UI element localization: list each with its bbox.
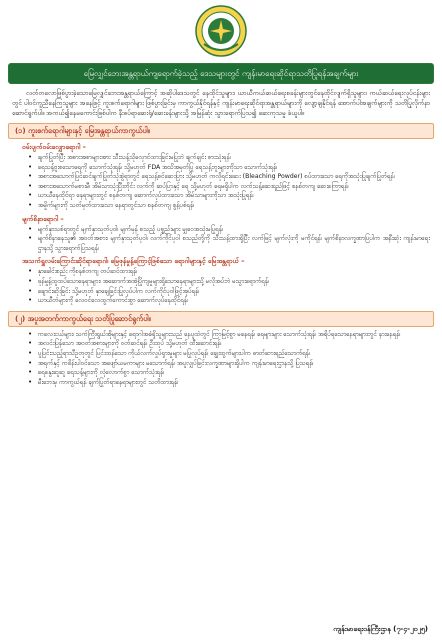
section-1-heading: (၁) ကူးစက်ရောဂါများနှင့် မြေအန္တရာယ်ကာကွယ်ပါ။	[8, 123, 434, 139]
list-item: • မီးဘေးမှ ကာကွယ်ရန် ချက်ပြုတ်ရာနေရာများတွင် သတိထားရန်၊	[8, 378, 430, 388]
intro-paragraph: လတ်တလောဖြစ်ပွားခဲ့သောမြေလျှင်ဘေးအန္တရာယ်ကြောင့် အဆိုပါဒေသတွင် နေထိုင်သူများ၊ ယာယီကယ်ဆယ်ရေးစခန်းများတွင်နေထိုင်လျက်ရှိသူများ၊ ကယ်ဆယ်ရေးလုပ်ငန်းများတွင် ပါဝင်ကူညီနေကြသူများ အနေဖြင့် ကူးစက်ရောဂါများ ဖြစ်ပွားခြင်းမှ ကာကွယ်နိုင်ရန်နှင့် ကျန်းမာရေးဆိုင်ရာအန္တရာယ်များကို လျော့ချနိုင်ရန် အောက်ပါအချက်များကို သတိပြုလိုက်နာဆောင်ရွက်ပါ။ အကယ်၍နေမကောင်းဖြစ်ပါက နီးစပ်ရာဆေးရုံ/ဆေးခန်းများသို့ အမြန်ဆုံး သွားရောက်ပြသ၍ ဆေးကုသမှု ခံယူပါ။	[12, 89, 430, 117]
list-item: • အစားအသောက်ပြင်ဆင်ချက်ပြုတ်သုံးစွဲရာတွင် ရေသန့်စင်ဆေးပြား သို့မဟုတ် ကလိုရင်းဆေး (Bleaching Powder) စပ်ထားသော ရေကိုအသုံးပြုချက်ပြုတ်ရန်၊	[8, 172, 430, 182]
respiratory-heading: အသက်ရှူလမ်းကြောင်းဆိုင်ရာရောဂါ၊ မြေဖုန်မှုန့်ကြောင့်ဖြစ်သော ရောဂါများနှင့် မြေအန္တရာယ် –	[22, 257, 245, 266]
list-item: • ရေသန့်ဗူးစသောရေကို သောက်သုံးရန်၊ သို့မဟုတ် FDA အသိအမှတ်ပြု ရေသန့်ဘူးများကိုသာ သောက်သုံးရန်၊	[8, 163, 430, 173]
list-item: • ကလေးငယ်များ၊ သက်ကြီးရွယ်အိုများနှင့် ရောဂါအခံရှိသူများသည် နေပူထဲတွင် ကြာမြင့်စွာ မနေရန်၊ ရေများများ သောက်သုံးရန်၊ အရိပ်ရသောနေရာများတွင် နားနေရန်၊	[8, 330, 430, 340]
list-item: • ရေနွေးဆူဆူ ရေသန့်များကို လုံလောက်စွာ သောက်သုံးရန်၊	[8, 368, 430, 378]
list-item: • အလင်းပြန်သော အဝတ်အစားများကို ဝတ်ဆင်ရန်၊ ဦးထုပ် သို့မဟုတ် ထီးဆောင်းရန်၊	[8, 339, 430, 349]
list-item: • ယာယီတဲများကို လေဝင်လေထွက်ကောင်းစွာ ဆောက်လုပ်နေထိုင်ရန်၊	[8, 296, 430, 306]
issuer-footer: ကျန်းမာရေးဝန်ကြီးဌာန (၇-၄-၂၀၂၅)	[333, 625, 428, 633]
list-item: • ချောင်းဆိုးခြင်း သို့မဟုတ် နှာချေခြင်းပြုလုပ်ပါက လက်ကိုင်ပုဝါဖြင့်အုပ်ရန်၊	[8, 287, 430, 297]
section-2-heading: (၂) အပူအတက်ကာကွယ်ရေး သတိပြုဆောင်ရွက်ပါ။	[8, 311, 434, 327]
eye-infection-list	[8, 225, 434, 254]
ministry-emblem-icon	[194, 4, 248, 58]
list-item: • ချက်ပြုတ်ပြီး အစားအစာများအား သီးသန့်သိုလှောင်ထားခြင်းမပြုဘဲ ချက်ချင်း စားသုံးရန်၊	[8, 153, 430, 163]
list-item: • အရက်နှင့် ကဖိန်းပါဝင်သော အဖျော်ယမကာများ မသောက်ရန်၊ အပူလျှပ်ခြင်းလက္ခဏာများရှိပါက ကျန်းမာရေးဌာနသို့ ပြသရန်၊	[8, 359, 430, 369]
list-item: • ပူပြင်းသည့်ရာသီဥတုတွင် ပြင်းထန်သော ကိုယ်လက်လှုပ်ရှားမှုများ မပြုလုပ်ရန်၊ ချွေးထွက်များပါက ဓာတ်ဆားရည်သောက်ရန်၊	[8, 349, 430, 359]
document-title: မြေလျှင်ဘေးအန္တရာယ်ကျရောက်ခဲ့သည့် ဒေသများတွင် ကျန်းမာရေးဆိုင်ရာသတိပြုရန်အချက်များ	[8, 63, 434, 84]
list-item: • ဖုန်မှုန့်ထူထပ်သောနေရာများ၊ အဆောက်အအုံပြိုကျမှုများရှိသောနေရာများသို့ မလိုအပ်ဘဲ မသွားရောက်ရန်၊	[8, 277, 430, 287]
list-item: • အမှိုက်များကို သတ်မှတ်ထားသော နေရာတွင်သာ စနစ်တကျ စွန့်ပစ်ရန်၊	[8, 201, 430, 211]
list-item: • မျက်စိနာနေသူ၏ အဝတ်အစား၊ မျက်နှာသုတ်ပုဝါ၊ လက်ကိုင်ပုဝါ စသည်တို့ကို သီးသန့်ထားရှိပြီး လက်ဖြင့် မျက်လုံးကို မကိုင်ရန်၊ မျက်စိနာလက္ခဏာပြပါက အနီးဆုံး ကျန်းမာရေးဌာနသို့ သွားရောက်ပြသရန်၊	[8, 234, 430, 253]
respiratory-list	[8, 267, 434, 305]
list-item: • မျက်နှာသစ်ရာတွင် မျက်နှာသုတ်ပုဝါ၊ မျက်မှန် စသည့် ပစ္စည်းများ မျှဝေအသုံးမပြုရန်၊	[8, 225, 430, 235]
eye-infection-heading: မျက်စိနာရောဂါ –	[22, 214, 64, 223]
list-item: • နှာခေါင်းစည်း ကိုစနစ်တကျ တပ်ဆင်ထားရန်၊	[8, 267, 430, 277]
diarrhea-heading: ဝမ်းပျက်ဝမ်းလျှောရောဂါ –	[22, 143, 86, 151]
list-item: • ယာယီနေထိုင်ရာ နေရာများတွင် စနစ်တကျ ဆောက်လုပ်ထားသော အိမ်သာများကိုသာ အသုံးပြုရန်၊	[8, 191, 430, 201]
heat-list	[8, 330, 434, 388]
list-item: • အစားအသောက်မစားမီ၊ အိမ်သာသုံးပြီးတိုင်း လက်ကို ဆပ်ပြာနှင့် ရေ သို့မဟုတ် ရေမရှိပါက လက်သန့်ဆေးရည်ဖြင့် စနစ်တကျ ဆေးကြောရန်၊	[8, 182, 430, 192]
diarrhea-list	[8, 153, 434, 211]
